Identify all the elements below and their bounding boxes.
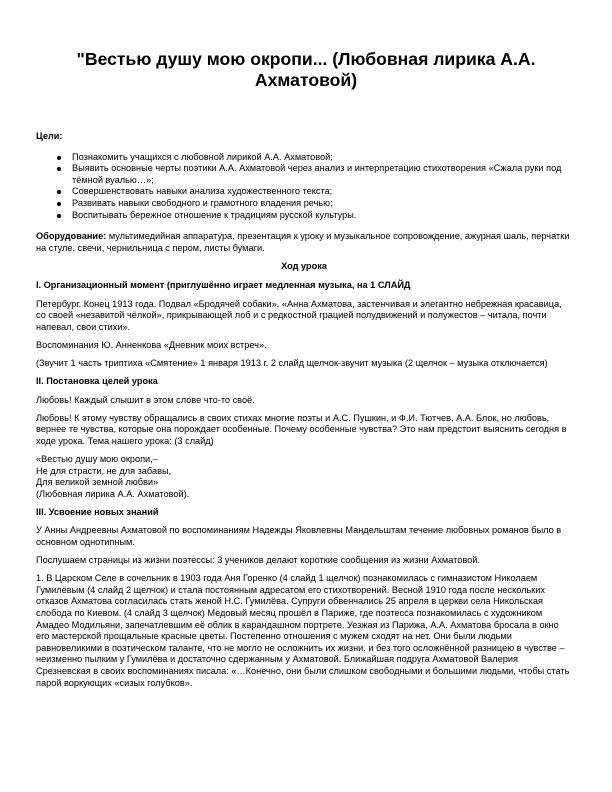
goal-item: Познакомить учащихся с любовной лирикой А.А. Ахматовой;	[36, 152, 572, 164]
document-body	[36, 131, 572, 696]
equipment-label: Оборудование:	[36, 231, 107, 242]
goal-item: Совершенствовать навыки анализа художественного текста;	[36, 186, 572, 198]
goal-item: Развивать навыки свободного и грамотного владения речью;	[36, 198, 572, 210]
section-heading: II. Постановка целей урока	[36, 376, 158, 386]
section-heading: I. Организационный момент (приглушённо играет медленная музыка, на 1 СЛАЙД	[36, 279, 411, 290]
paragraph: Воспоминания Ю. Анненкова «Дневник моих встреч».	[36, 339, 267, 350]
poem-quote	[36, 454, 572, 500]
equipment-paragraph	[36, 231, 572, 254]
paragraph: 1. В Царском Селе в сочельник в 1903 года Аня Горенко (4 слайд 1 щелчок) познакомилась с гимназистом Николаем Гумилёвым (4 слайд 2 щелчок) и стала постоянным адресатом его стихотворений. Весной 1910 года после нескольких отказов Ахматова согласилась стать женой Н.С. Гумилёва. Супруги обвенчались 25 апреля в церкви села Никольская слобода по Киевом. (4 слайд 3 щелчок) Медовый месяц прошёл в Париже, где поэтесса познакомилась с художником Амадео Модильяни, запечатлевшим её облик в карандашном портрете. Уезжая из Парижа, А.А. Ахматова бросала в окно его мастерской прощальные красные цветы. Постепенно отношения с мужем сходят на нет. Они были людьми равновеликими в поэтическом таланте, что не могло не осложнить их жизни, и без того осложнённой разницею в чувстве – неизменно пылким у Гумилёва и достаточно сдержанным у Ахматовой. Ближайшая подруга Ахматовой Валерия Срезневская в своих воспоминаниях писала: «…Конечно, они были слишком свободными и большими людьми, чтобы стать парой воркующих «сизых голубков».	[36, 573, 570, 688]
goal-item: Выявить основные черты поэтики А.А. Ахматовой через анализ и интерпретацию стихотворения «Сжала руки под тёмной вуалью…»;	[36, 163, 572, 186]
poem-line: (Любовная лирика А.А. Ахматовой).	[36, 488, 190, 499]
paragraph: Любовь! К этому чувству обращались в своих стихах многие поэты и А.С. Пушкин, и Ф.И. Тютчев, А.А. Блок, но любовь, вернее те чувства, которые она порождает особенные. Почему особенные чувства? Это нам предстоит выяснить сегодня в ходе урока. Тема нашего урока: (3 слайд)	[36, 412, 567, 446]
paragraph: Послушаем страницы из жизни поэтессы: 3 учеников делают короткие сообщения из жизни Ахматовой.	[36, 555, 480, 566]
paragraph: Петербург. Конец 1913 года. Подвал «Бродячей собаки». «Анна Ахматова, застенчивая и элегантно небрежная красавица, со своей «незавитой чёлкой», прикрывающей лоб и с редкостной грацией полудвижений и полужестов – читала, почти напевал, свои стихи».	[36, 298, 562, 332]
document-title: "Вестью душу мою окропи... (Любовная лирика А.А. Ахматовой)	[76, 49, 536, 90]
goal-item: Воспитывать бережное отношение к традициям русской культуры.	[36, 210, 572, 222]
paragraph: (Звучит 1 часть триптиха «Смятение» 1 января 1913 г. 2 слайд щелчок-звучит музыка (2 щелчок – музыка отключается)	[36, 357, 548, 368]
equipment-text: мультимедийная аппаратура, презентация к уроку и музыкальное сопровождение, ажурная шаль, перчатки на стуле, свечи, чернильница с пером, листы бумаги.	[36, 231, 570, 253]
poem-line: «Вестью душу мою окропи,–	[36, 453, 158, 464]
lesson-title: Ход урока	[281, 261, 327, 272]
goals-label: Цели:	[36, 131, 63, 141]
poem-line: Для великой земной любви»	[36, 477, 159, 488]
section-heading: III. Усвоение новых знаний	[36, 506, 159, 517]
poem-line: Не для страсти, не для забавы,	[36, 465, 172, 476]
paragraph: Любовь! Каждый слышит в этом слове что-то своё.	[36, 394, 255, 405]
goals-list	[36, 152, 572, 222]
paragraph: У Анны Андреевны Ахматовой по воспоминаниям Надежды Яковлевны Мандельштам течение любовных романов было в основном однотипным.	[36, 525, 562, 548]
